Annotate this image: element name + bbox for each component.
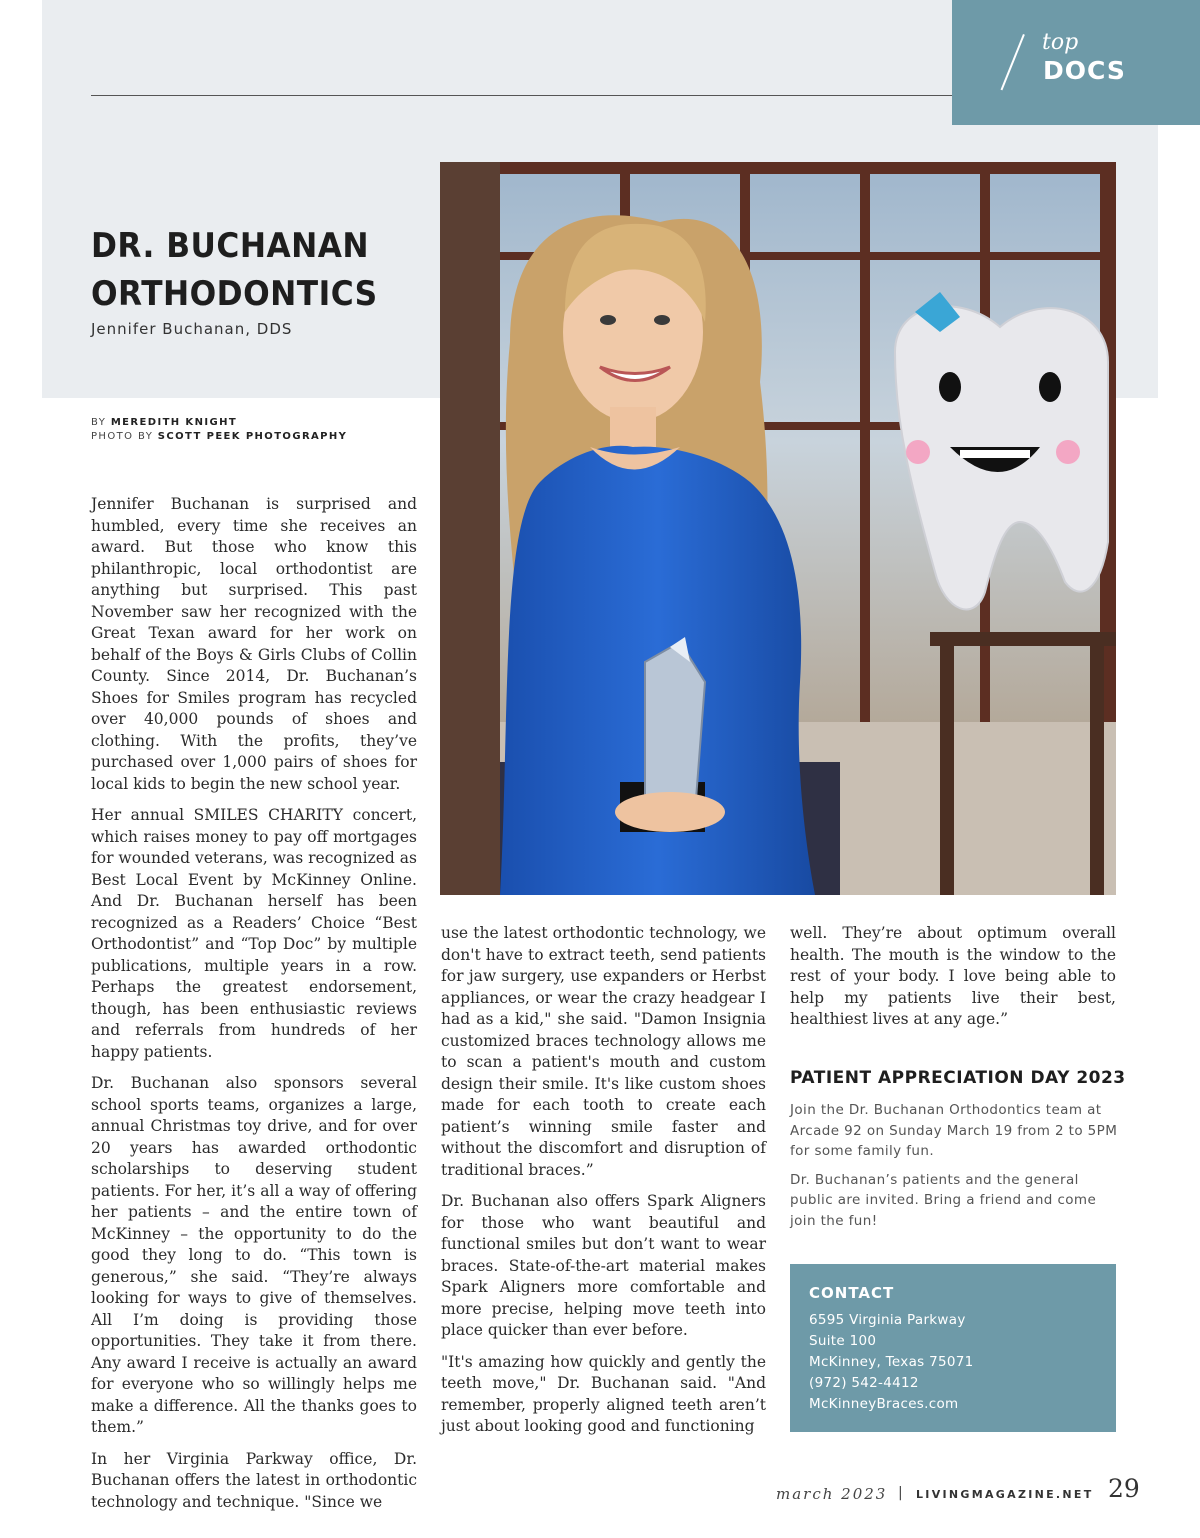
author-name: MEREDITH KNIGHT — [110, 417, 238, 428]
event-text-1: Join the Dr. Buchanan Orthodontics team at Arcade 92 on Sunday March 19 from 2 to 5PM for some family fun. — [790, 1102, 1118, 1159]
badge-top-label: top — [1042, 30, 1079, 55]
paragraph-2: Her annual SMILES CHARITY concert, which raises money to pay off mortgages for wounded veterans, was recognized as Best Local Event by McKinney Online. And Dr. Buchanan herself has been recognized as a Readers’ Choice “Best Orthodontist” and “Top Doc” by multiple publications, multiple years in a row. Perhaps the greatest endorsement, though, has been enthusiastic reviews and referrals from hundreds of her happy patients. — [91, 806, 417, 1061]
article-column-3 — [790, 923, 1116, 1041]
article-subtitle: Jennifer Buchanan, DDS — [91, 320, 293, 338]
title-line-2: ORTHODONTICS — [91, 274, 378, 314]
title-line-1: DR. BUCHANAN — [91, 226, 370, 266]
article-column-2 — [441, 923, 766, 1448]
byline — [91, 416, 347, 444]
photographer-name: SCOTT PEEK PHOTOGRAPHY — [157, 431, 348, 442]
paragraph-3: Dr. Buchanan also sponsors several school sports teams, organizes a large, annual Christmas toy drive, and for over 20 years has awarded orthodontic scholarships to deserving student patients. For her, it’s all a way of offering her patients – and the entire town of McKinney – the opportunity to do the good they long to do. “This town is generous,” she said. “They’re always looking for ways to give of themselves. All I’m doing is providing those opportunities. They take it from there. Any award I receive is actually an award for everyone who so willingly helps me make a difference. All the thanks goes to them.” — [91, 1074, 417, 1436]
event-description — [790, 1100, 1120, 1239]
footer-separator: | — [898, 1485, 903, 1501]
portrait-photo — [440, 162, 1116, 895]
photo-label: PHOTO BY — [91, 431, 154, 442]
contact-address-line2: Suite 100 — [809, 1333, 877, 1349]
event-title: PATIENT APPRECIATION DAY 2023 — [790, 1068, 1126, 1088]
contact-website-link[interactable]: McKinneyBraces.com — [809, 1396, 959, 1412]
header-rule — [91, 95, 953, 96]
contact-city: McKinney, Texas 75071 — [809, 1354, 974, 1370]
article-column-1 — [91, 494, 417, 1523]
paragraph-1: Jennifer Buchanan is surprised and humbled, every time she receives an award. But those who know this philanthropic, local orthodontist are anything but surprised. This past November saw her recognized with the Great Texan award for her work on behalf of the Boys & Girls Clubs of Collin County. Since 2014, Dr. Buchanan’s Shoes for Smiles program has recycled over 40,000 pounds of shoes and clothing. With the profits, they’ve purchased over 1,000 pairs of shoes for local kids to begin the new school year. — [91, 495, 417, 793]
paragraph-6-start: "It's amazing how quickly and gently the teeth move," Dr. Buchanan said. "And remember, properly aligned teeth aren’t just about looking good and functioning — [441, 1352, 766, 1435]
badge-docs-label: DOCS — [1043, 56, 1126, 85]
contact-address-line1: 6595 Virginia Parkway — [809, 1312, 966, 1328]
footer-site-link[interactable]: LIVINGMAGAZINE.NET — [916, 1488, 1094, 1501]
paragraph-4-rest: use the latest orthodontic technology, we don't have to extract teeth, send patients for jaw surgery, use expanders or Herbst appliances, or wear the crazy headgear I had as a kid," she said. "Damon Insignia customized braces technology allows me to scan a patient's mouth and custom design their smile. It's like custom shoes made for each tooth to create each patient’s winning smile faster and without the discomfort and disruption of traditional braces.” — [441, 924, 766, 1179]
paragraph-5: Dr. Buchanan also offers Spark Aligners for those who want beautiful and functional smiles but don’t want to wear braces. State-of-the-art material makes Spark Aligners more comfortable and more precise, helping move teeth into place quicker than ever before. — [441, 1192, 766, 1339]
event-text-2: Dr. Buchanan’s patients and the general public are invited. Bring a friend and come join the fun! — [790, 1171, 1097, 1229]
contact-box — [790, 1264, 1116, 1432]
paragraph-4-start: In her Virginia Parkway office, Dr. Buchanan offers the latest in orthodontic technology and technique. "Since we — [91, 1449, 417, 1511]
by-label: BY — [91, 417, 107, 428]
portrait-illustration — [440, 162, 1116, 895]
article-title — [91, 222, 378, 318]
contact-phone[interactable]: (972) 542-4412 — [809, 1375, 919, 1391]
footer-issue-date: march 2023 — [776, 1485, 888, 1503]
paragraph-6-rest: well. They’re about optimum overall health. The mouth is the window to the rest of your body. I love being able to help my patients live their best, healthiest lives at any age.” — [790, 924, 1116, 1028]
page-number: 29 — [1108, 1474, 1140, 1503]
contact-title: CONTACT — [809, 1284, 895, 1302]
